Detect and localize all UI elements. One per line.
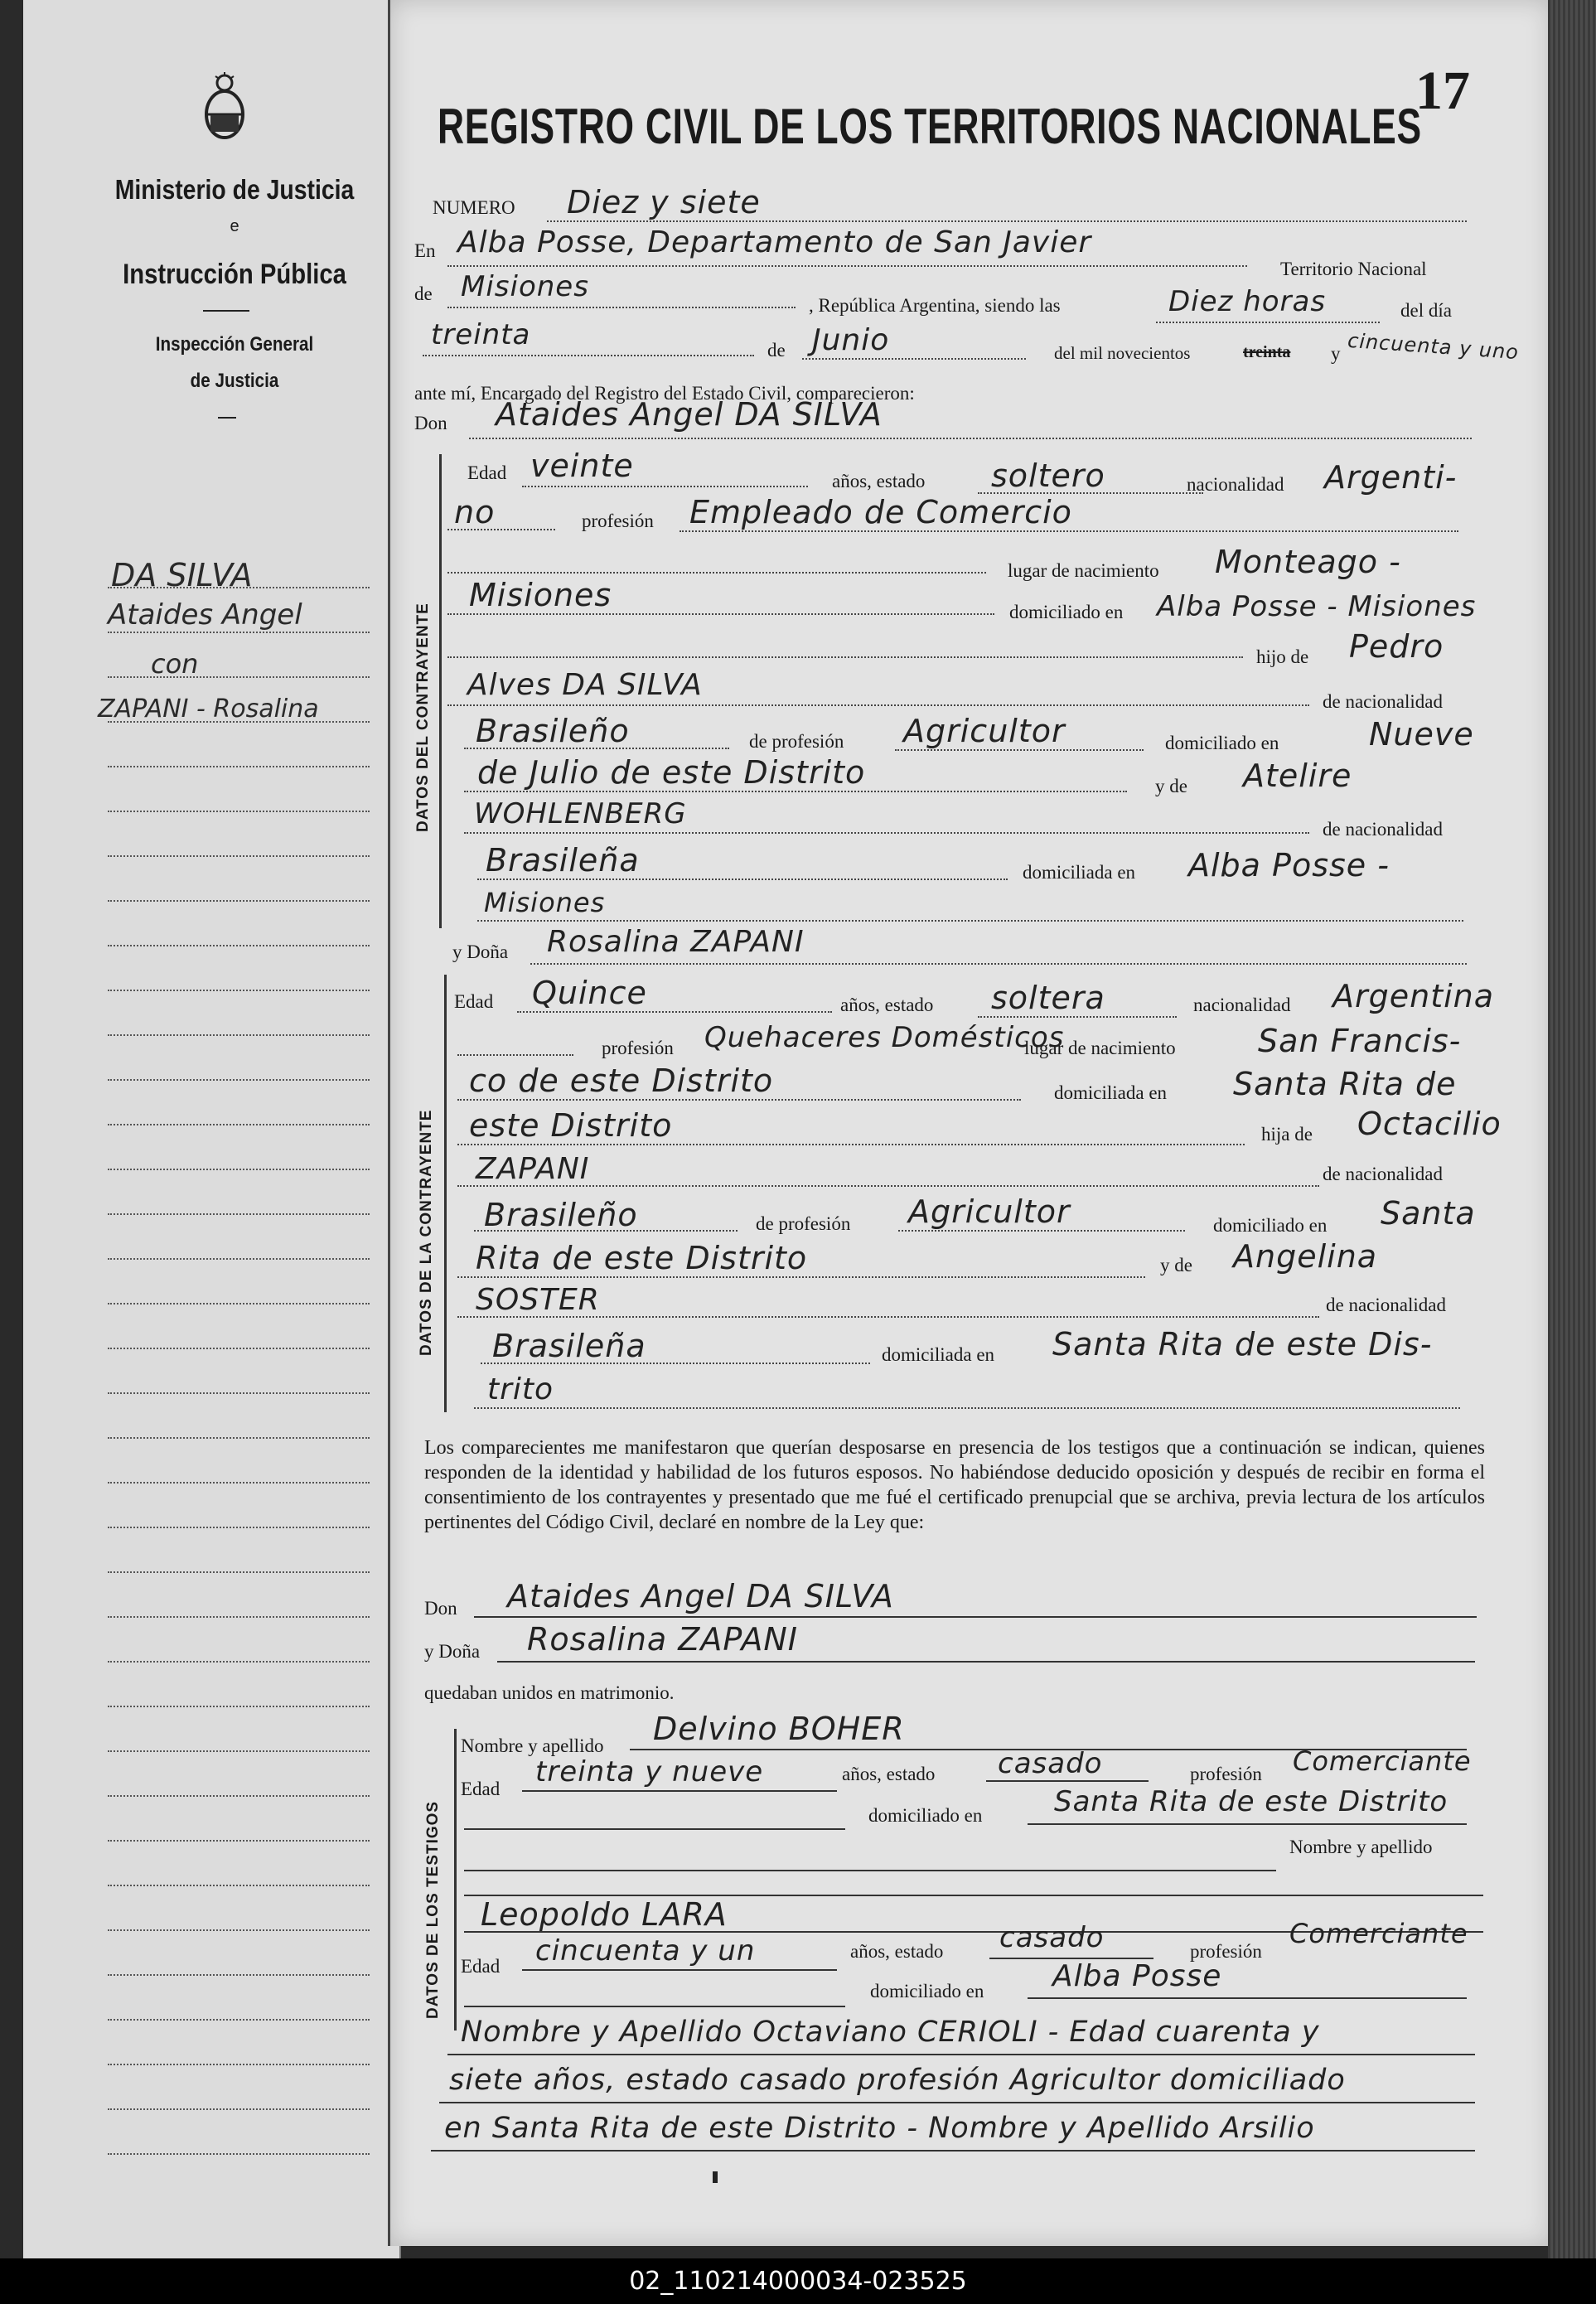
bride-father-profession: Agricultor: [908, 1193, 1071, 1230]
groom-father-domicile-part1: Nueve: [1369, 716, 1474, 753]
divider: [203, 310, 249, 312]
margin-ruled-line: [108, 1661, 370, 1663]
bride-nationality: Argentina: [1332, 978, 1495, 1014]
fill-line: [978, 1016, 1177, 1018]
y-dona-label: y Doña: [424, 1641, 481, 1662]
year-conjunction: y: [1331, 343, 1341, 364]
act-number: Diez y siete: [567, 184, 761, 220]
margin-ruled-line: [108, 2019, 370, 2021]
witness2-age: cincuenta y un: [535, 1934, 756, 1968]
fill-line: [457, 1054, 573, 1056]
groom-father-domicile-part2: de Julio de este Distrito: [477, 754, 866, 791]
fill-line: [431, 2150, 1475, 2152]
fill-line: [517, 1011, 832, 1013]
coat-of-arms-icon: [199, 71, 250, 143]
bride-father-domicile-part2: Rita de este Distrito: [476, 1240, 808, 1276]
margin-ruled-line: [108, 1169, 370, 1170]
edad-label: Edad: [461, 1779, 501, 1799]
anos-label: años, estado: [842, 1764, 936, 1784]
bride-section-label: DATOS DE LA CONTRAYENTE: [418, 1109, 435, 1356]
profesion-label: profesión: [602, 1038, 674, 1058]
fill-line: [457, 1316, 1319, 1318]
fill-line: [522, 1969, 837, 1971]
de-nacionalidad-label: de nacionalidad: [1326, 1295, 1446, 1315]
fill-line: [1028, 1997, 1467, 1999]
groom-nationality-part1: Argenti-: [1324, 459, 1458, 496]
margin-ruled-line: [108, 1929, 370, 1931]
fill-line: [447, 529, 555, 530]
domiciliado-label: domiciliado en: [1009, 602, 1124, 622]
don-label: Don: [414, 413, 447, 433]
domiciliada-label: domiciliada en: [1054, 1082, 1168, 1103]
groom-mother-domicile-part2: Misiones: [484, 887, 606, 918]
groom-mother-nationality: Brasileña: [486, 842, 640, 879]
fill-line: [447, 613, 994, 615]
margin-ruled-line: [108, 1974, 370, 1976]
father-domicile-label: domiciliado en: [1213, 1215, 1328, 1236]
fill-line: [802, 358, 1026, 360]
margin-note-given-name: Ataides Angel: [108, 598, 302, 632]
nombre-label: Nombre y apellido: [461, 1735, 604, 1756]
domiciliado-label: domiciliado en: [868, 1805, 983, 1826]
fill-line: [457, 1144, 1245, 1145]
bride-profession: Quehaceres Domésticos: [704, 1021, 1065, 1054]
ink-mark: [713, 2171, 718, 2183]
fill-line: [895, 749, 1144, 751]
fill-line: [522, 1790, 837, 1792]
margin-ruled-line: [108, 1079, 370, 1081]
groom-mother-part2: WOHLENBERG: [474, 797, 687, 830]
margin-ruled-line: [108, 1437, 370, 1439]
profesion-label: profesión: [582, 511, 654, 531]
margin-note-con: con: [151, 648, 199, 680]
margin-ruled-line: [108, 1795, 370, 1797]
fill-line: [898, 1230, 1185, 1232]
territorio-label: Territorio Nacional: [1280, 259, 1427, 279]
bride-domicile-part1: Santa Rita de: [1233, 1066, 1457, 1102]
nacionalidad-label: nacionalidad: [1193, 995, 1291, 1015]
birthplace-label: lugar de nacimiento: [1024, 1038, 1176, 1058]
groom-profession: Empleado de Comercio: [689, 494, 1072, 530]
fill-line: [464, 1870, 1276, 1871]
y-dona-label: y Doña: [452, 941, 509, 962]
inspection-line2: de Justicia: [190, 370, 279, 392]
mother-domicile-label: domiciliada en: [882, 1344, 995, 1365]
de-nacionalidad-label: de nacionalidad: [1323, 1164, 1443, 1184]
margin-ruled-line: [108, 676, 370, 678]
groom-father-part1: Pedro: [1349, 628, 1444, 665]
book-spine: [1548, 0, 1596, 2258]
edad-label: Edad: [461, 1956, 501, 1977]
groom-father-nationality: Brasileño: [476, 713, 630, 749]
margin-ruled-line: [108, 721, 370, 723]
margin-ruled-line: [108, 1213, 370, 1215]
margin-ruled-line: [108, 855, 370, 857]
witness2-profession: Comerciante: [1289, 1918, 1468, 1949]
margin-ruled-line: [108, 945, 370, 946]
divider: [218, 417, 236, 419]
margin-ruled-line: [108, 2108, 370, 2110]
ministry-name-line1: Ministerio de Justicia: [114, 174, 355, 205]
anos-label: años, estado: [840, 995, 934, 1015]
closing-text: quedaban unidos en matrimonio.: [424, 1682, 675, 1703]
fill-line: [1028, 1823, 1467, 1825]
margin-note-surname: DA SILVA: [111, 557, 253, 593]
fill-line: [464, 832, 1309, 834]
fill-line: [474, 1616, 1477, 1618]
ministry-conjunction: e: [230, 217, 239, 235]
margin-ruled-line: [108, 1750, 370, 1752]
witness2-domicile: Alba Posse: [1052, 1959, 1222, 1993]
bride-mother-domicile-part1: Santa Rita de este Dis-: [1052, 1326, 1433, 1363]
witnesses-section-bracket: [454, 1729, 457, 2031]
fill-line: [547, 220, 1467, 222]
en-label: En: [414, 240, 436, 261]
groom-age: veinte: [530, 448, 634, 484]
de-profesion-label: de profesión: [749, 731, 844, 752]
year-label: del mil novecientos: [1054, 343, 1191, 363]
margin-ruled-line: [108, 1527, 370, 1528]
margin-ruled-line: [108, 1482, 370, 1484]
fill-line: [464, 2006, 845, 2007]
fill-line: [1156, 322, 1380, 323]
groom-name: Ataides Angel DA SILVA: [496, 396, 883, 433]
fill-line: [457, 1099, 1021, 1101]
margin-ruled-line: [108, 1706, 370, 1707]
de-label: de: [414, 283, 433, 304]
don-label: Don: [424, 1598, 457, 1619]
profesion-label: profesión: [1190, 1764, 1262, 1784]
bride-father-part1: Octacilio: [1357, 1106, 1502, 1142]
anos-label: años, estado: [832, 471, 926, 491]
fill-line: [497, 1661, 1475, 1663]
witness1-domicile: Santa Rita de este Distrito: [1054, 1785, 1448, 1818]
bride-status: soltera: [991, 980, 1105, 1016]
profesion-label: profesión: [1190, 1941, 1262, 1962]
bride-domicile-part2: este Distrito: [469, 1107, 673, 1144]
bride-age: Quince: [532, 975, 647, 1011]
margin-ruled-line: [108, 1124, 370, 1125]
act-year: cincuenta y uno: [1347, 328, 1520, 365]
witness2-status: casado: [999, 1921, 1105, 1954]
bride-birthplace-part2: co de este Distrito: [469, 1062, 774, 1099]
fill-line: [457, 1276, 1145, 1278]
fill-line: [457, 1185, 1319, 1187]
fill-line: [464, 748, 729, 749]
nacionalidad-label: nacionalidad: [1187, 474, 1284, 495]
act-hour: Diez horas: [1168, 285, 1327, 318]
groom-birthplace-part1: Monteago -: [1215, 544, 1401, 580]
margin-ruled-line: [108, 766, 370, 767]
additional-witness-line2: siete años, estado casado profesión Agricultor domiciliado: [449, 2064, 1346, 2097]
declared-bride: Rosalina ZAPANI: [527, 1621, 798, 1658]
bride-mother-part2: SOSTER: [476, 1283, 600, 1317]
bride-mother-domicile-part2: trito: [487, 1372, 554, 1406]
margin-note-bride: ZAPANI - Rosalina: [98, 695, 319, 724]
fill-line: [447, 265, 1247, 267]
margin-ruled-line: [108, 811, 370, 812]
de-month-label: de: [767, 340, 786, 361]
margin-ruled-line: [108, 1303, 370, 1304]
de-nacionalidad-label: de nacionalidad: [1323, 691, 1443, 712]
margin-ruled-line: [108, 2153, 370, 2155]
margin-ruled-line: [108, 1348, 370, 1349]
father-domicile-label: domiciliado en: [1165, 733, 1279, 753]
fill-line: [439, 2102, 1475, 2103]
fill-line: [530, 963, 1467, 965]
fill-line: [481, 1363, 870, 1364]
margin-ruled-line: [108, 2064, 370, 2065]
bride-mother-part1: Angelina: [1233, 1238, 1378, 1275]
anos-label: años, estado: [850, 1941, 944, 1962]
margin-ruled-line: [108, 587, 370, 588]
fill-line: [522, 486, 808, 487]
ministry-name-line2: Instrucción Pública: [123, 259, 346, 290]
margin-ruled-line: [108, 1616, 370, 1618]
groom-nationality-part2: no: [454, 494, 496, 530]
act-day: treinta: [431, 318, 531, 351]
declaration-text: Los comparecientes me manifestaron que querían desposarse en presencia de los testigos que a continuación se indican, quienes responden de la identidad y habilidad de los futuros esposos. No habiéndose deducido oposición y después de recibir en forma el consentimiento de los contrayentes y presentado que me fué el certificado prenupcial que se archiva, previa lectura de los artículos pertinentes del Código Civil, declaré en nombre de la Ley que:: [424, 1437, 1485, 1533]
page-number: 17: [1415, 61, 1470, 121]
fill-line: [477, 879, 1008, 880]
bride-birthplace-part1: San Francis-: [1258, 1023, 1462, 1059]
fill-line: [474, 1407, 1460, 1409]
fill-line: [447, 704, 1309, 706]
fill-line: [447, 2054, 1475, 2055]
fill-line: [474, 1230, 738, 1232]
margin-ruled-line: [108, 1571, 370, 1573]
groom-birthplace-part2: Misiones: [469, 577, 612, 613]
de-nacionalidad-label: de nacionalidad: [1323, 819, 1443, 840]
domiciliado-label: domiciliado en: [870, 1981, 984, 2001]
groom-mother-part1: Atelire: [1243, 758, 1352, 794]
fill-line: [986, 1780, 1149, 1782]
fill-line: [447, 656, 1243, 658]
republica-label: , República Argentina, siendo las: [809, 295, 1061, 316]
fill-line: [447, 572, 986, 574]
bride-mother-nationality: Brasileña: [492, 1328, 646, 1364]
witness1-name: Delvino BOHER: [653, 1711, 905, 1747]
fill-line: [680, 530, 1458, 532]
witnesses-section-label: DATOS DE LOS TESTIGOS: [424, 1800, 442, 2019]
declared-groom: Ataides Angel DA SILVA: [507, 1578, 894, 1614]
birthplace-label: lugar de nacimiento: [1008, 560, 1159, 581]
groom-status: soltero: [991, 457, 1105, 494]
act-place: Alba Posse, Departamento de San Javier: [457, 225, 1092, 259]
fill-line: [469, 438, 1472, 439]
hijo-label: hijo de: [1256, 646, 1309, 667]
margin-ruled-line: [108, 1258, 370, 1260]
margin-ruled-line: [108, 1034, 370, 1036]
groom-domicile: Alba Posse - Misiones: [1157, 590, 1477, 623]
groom-section-label: DATOS DEL CONTRAYENTE: [414, 603, 432, 832]
mother-domicile-label: domiciliada en: [1023, 862, 1136, 883]
margin-ruled-line: [108, 900, 370, 902]
fill-line: [447, 307, 796, 308]
witness1-status: casado: [998, 1747, 1103, 1780]
bride-father-nationality: Brasileño: [484, 1197, 638, 1233]
additional-witness-line1: Nombre y Apellido Octaviano CERIOLI - Edad cuarenta y: [461, 2016, 1320, 2049]
margin-ruled-line: [108, 1840, 370, 1842]
fill-line: [477, 920, 1463, 922]
page-title: REGISTRO CIVIL DE LOS TERRITORIOS NACIONALES: [438, 99, 1422, 154]
groom-father-part2: Alves DA SILVA: [467, 668, 703, 702]
margin-ruled-line: [108, 990, 370, 991]
fill-line: [464, 1828, 845, 1830]
de-profesion-label: de profesión: [756, 1213, 851, 1234]
image-label: 02_110214000034-023525: [629, 2267, 967, 2296]
year-struck-word: treinta: [1243, 343, 1291, 361]
bride-section-bracket: [444, 975, 447, 1412]
numero-label: NUMERO: [433, 197, 515, 218]
groom-father-profession: Agricultor: [903, 713, 1066, 749]
act-month: Junio: [812, 323, 890, 357]
edad-label: Edad: [467, 462, 507, 483]
margin-ruled-line: [108, 632, 370, 633]
territory: Misiones: [461, 270, 589, 303]
additional-witness-line3: en Santa Rita de este Distrito - Nombre y Apellido Arsilio: [444, 2112, 1315, 2145]
ante-label: ante mí, Encargado del Registro del Estado Civil, comparecieron:: [414, 383, 915, 404]
witness1-profession: Comerciante: [1293, 1745, 1472, 1777]
fill-line: [464, 791, 1127, 792]
del-dia-label: del día: [1400, 300, 1452, 321]
y-de-label: y de: [1160, 1255, 1192, 1275]
witness2-name: Leopoldo LARA: [481, 1896, 728, 1933]
groom-mother-domicile-part1: Alba Posse -: [1188, 847, 1390, 883]
bride-name: Rosalina ZAPANI: [547, 925, 805, 959]
hija-label: hija de: [1261, 1124, 1313, 1145]
edad-label: Edad: [454, 991, 494, 1012]
nombre-label: Nombre y apellido: [1289, 1837, 1433, 1857]
groom-section-bracket: [439, 454, 442, 928]
margin-ruled-line: [108, 1885, 370, 1886]
margin-ruled-line: [108, 1392, 370, 1394]
y-de-label: y de: [1155, 776, 1187, 796]
bride-father-domicile-part1: Santa: [1381, 1195, 1476, 1232]
fill-line: [423, 355, 754, 356]
image-label-bar: [0, 2258, 1596, 2304]
witness1-age: treinta y nueve: [535, 1755, 764, 1789]
bride-father-part2: ZAPANI: [476, 1152, 590, 1186]
inspection-line1: Inspección General: [155, 333, 314, 356]
